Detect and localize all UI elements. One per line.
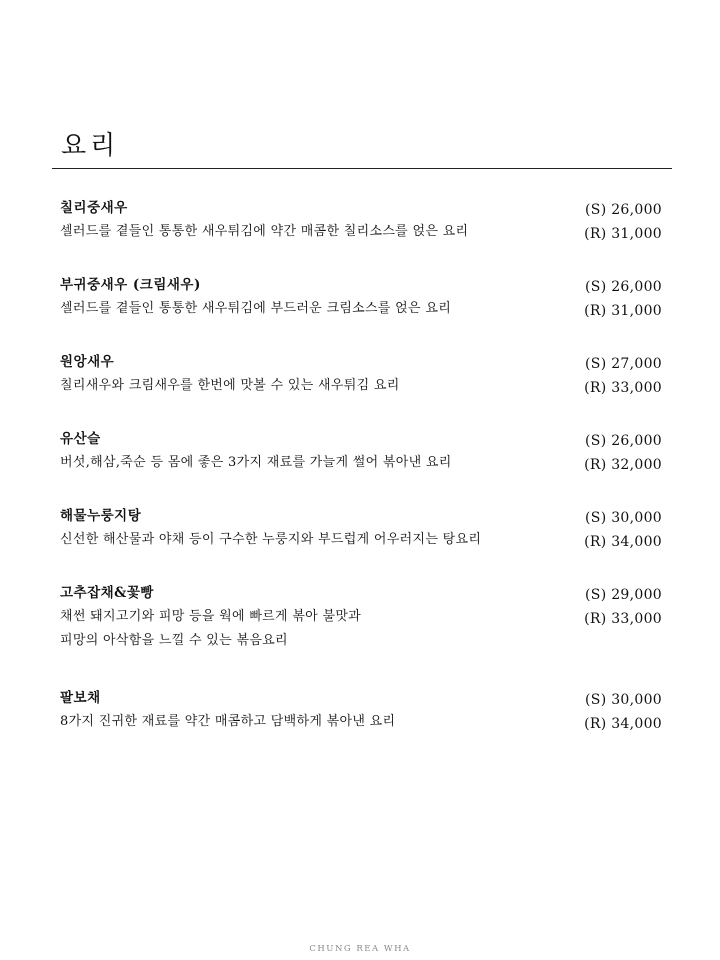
- price-small: (S) 30,000: [585, 510, 662, 526]
- footer-brand: CHUNG REA WHA: [309, 944, 411, 954]
- menu-item-prices: [584, 275, 662, 323]
- price-small: (S) 29,000: [585, 587, 662, 603]
- price-regular: (R) 33,000: [584, 611, 662, 627]
- menu-item-description: 신선한 해산물과 야채 등이 구수한 누룽지와 부드럽게 어우러지는 탕요리: [60, 532, 482, 547]
- price-regular: (R) 34,000: [584, 716, 662, 732]
- menu-list: [60, 196, 662, 763]
- menu-item-cream-shrimp: [60, 273, 662, 321]
- menu-item-description: 8가지 진귀한 재료를 약간 매콤하고 담백하게 볶아낸 요리: [60, 714, 396, 729]
- menu-item-prices: [584, 352, 662, 400]
- price-small: (S) 27,000: [585, 356, 662, 372]
- menu-item-name: 고추잡채&꽃빵: [60, 585, 154, 601]
- menu-item-yusanseul: [60, 427, 662, 475]
- menu-item-prices: [584, 583, 662, 631]
- price-regular: (R) 32,000: [584, 457, 662, 473]
- menu-item-wonang-shrimp: [60, 350, 662, 398]
- menu-item-prices: [584, 429, 662, 477]
- menu-item-prices: [584, 688, 662, 736]
- menu-item-description: 칠리새우와 크림새우를 한번에 맛볼 수 있는 새우튀김 요리: [60, 378, 400, 393]
- menu-item-palbochae: [60, 686, 662, 734]
- menu-item-gochu-japchae: [60, 581, 662, 653]
- price-regular: (R) 31,000: [584, 303, 662, 319]
- menu-item-description: 피망의 아삭함을 느낄 수 있는 볶음요리: [60, 633, 288, 648]
- menu-item-chili-shrimp: [60, 196, 662, 244]
- price-small: (S) 26,000: [585, 279, 662, 295]
- menu-item-name: 해물누룽지탕: [60, 508, 142, 524]
- menu-item-description: 셀러드를 곁들인 통통한 새우튀김에 부드러운 크림소스를 얹은 요리: [60, 301, 452, 316]
- price-regular: (R) 31,000: [584, 226, 662, 242]
- price-regular: (R) 34,000: [584, 534, 662, 550]
- menu-item-name: 유산슬: [60, 431, 101, 447]
- menu-item-seafood-nurungji: [60, 504, 662, 552]
- menu-item-prices: [584, 198, 662, 246]
- menu-item-name: 부귀중새우 (크림새우): [60, 277, 201, 293]
- title-divider: [52, 168, 672, 169]
- menu-item-name: 원앙새우: [60, 354, 115, 370]
- price-small: (S) 26,000: [585, 433, 662, 449]
- menu-item-description: 채썬 돼지고기와 피망 등을 웍에 빠르게 볶아 불맛과: [60, 609, 362, 624]
- price-small: (S) 30,000: [585, 692, 662, 708]
- menu-item-description: 셀러드를 곁들인 통통한 새우튀김에 약간 매콤한 칠리소스를 얹은 요리: [60, 224, 469, 239]
- menu-item-name: 팔보채: [60, 690, 101, 706]
- page-title: 요리: [61, 131, 120, 161]
- menu-item-description: 버섯,해삼,죽순 등 몸에 좋은 3가지 재료를 가늘게 썰어 볶아낸 요리: [60, 455, 452, 470]
- price-small: (S) 26,000: [585, 202, 662, 218]
- price-regular: (R) 33,000: [584, 380, 662, 396]
- menu-item-prices: [584, 506, 662, 554]
- menu-item-name: 칠리중새우: [60, 200, 128, 216]
